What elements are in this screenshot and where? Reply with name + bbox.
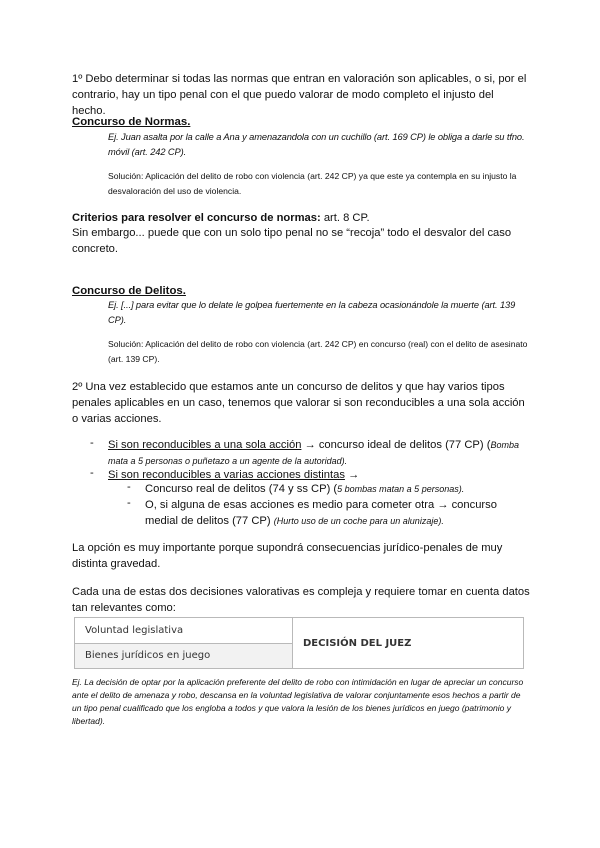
list-item-1-label: Si son reconducibles a una sola acción [108, 439, 302, 451]
sublist-item-1-example: 5 bombas matan a 5 personas). [337, 484, 465, 494]
footnote-example: Ej. La decisión de optar por la aplicación preferente del delito de robo con intimidación en lugar de apreciar un concurso ante el delito de amenaza y robo, descansa en la voluntad legislativa de valorar conjuntamente esos hechos a partir de un tipo penal cualificado que los engloba a todos y que valora la lesión de los bienes jurídicos en juego (patrimonio y libertad). [72, 677, 524, 726]
list-item-1-text: → concurso ideal de delitos (77 CP) ( [301, 439, 491, 451]
concurso-normas-heading: Concurso de Normas. [72, 116, 191, 128]
concurso-delitos-heading: Concurso de Delitos. [72, 285, 186, 297]
criterios-title: Criterios para resolver el concurso de normas: [72, 212, 321, 224]
list-item-1 [108, 437, 528, 469]
sublist-bullet: - [127, 481, 131, 493]
list-bullet: - [90, 437, 94, 449]
sublist-item-1 [145, 481, 528, 497]
concurso-delitos-example: Ej. [...] para evitar que lo delate le golpea fuertemente en la cabeza ocasionándole la muerte (art. 139 CP). [108, 300, 516, 325]
decision-table [74, 617, 524, 669]
list-bullet: - [90, 467, 94, 479]
concurso-delitos-solution: Solución: Aplicación del delito de robo con violencia (art. 242 CP) en concurso (real) con el delito de asesinato (art. 139 CP). [108, 339, 528, 364]
sublist-item-2 [145, 497, 520, 529]
decisions-paragraph: Cada una de estas dos decisiones valorativas es compleja y requiere tomar en cuenta datos tan relevantes como: [72, 586, 530, 614]
list-item-2-label: Si son reconducibles a varias acciones distintas [108, 469, 345, 481]
sublist-item-2-text: O, si alguna de esas acciones es medio para cometer otra → concurso medial de delitos (77 CP) [145, 499, 497, 527]
sublist-item-1-text: Concurso real de delitos (74 y ss CP) ( [145, 483, 338, 495]
intro-paragraph: 1º Debo determinar si todas las normas que entran en valoración son aplicables, o si, por el contrario, hay un tipo penal con el que puedo valorar de modo completo el injusto del hecho. [72, 73, 527, 117]
table-cell-decision-juez: DECISIÓN DEL JUEZ [293, 618, 524, 669]
criterios-paragraph [72, 210, 530, 226]
list-item-1-example: Bomba mata a 5 personas o puñetazo a un agente de la autoridad). [108, 440, 519, 466]
table-cell-voluntad: Voluntad legislativa [75, 618, 293, 644]
table-cell-bienes: Bienes jurídicos en juego [75, 643, 293, 669]
sublist-bullet: - [127, 497, 131, 509]
importance-paragraph: La opción es muy importante porque supondrá consecuencias jurídico-penales de muy distinta gravedad. [72, 542, 503, 570]
criterios-ref: art. 8 CP. [320, 212, 370, 224]
concurso-normas-example: Ej. Juan asalta por la calle a Ana y amenazandola con un cuchillo (art. 169 CP) le obliga a darle su tfno. móvil (art. 242 CP). [108, 132, 525, 157]
concurso-normas-solution: Solución: Aplicación del delito de robo con violencia (art. 242 CP) ya que este ya contempla en su injusto la desvaloración del uso de violencia. [108, 171, 517, 196]
sublist-item-2-example: (Hurto uso de un coche para un alunizaje). [273, 516, 444, 526]
list-item-2-text: → [344, 469, 360, 481]
second-paragraph: 2º Una vez establecido que estamos ante un concurso de delitos y que hay varios tipos penales aplicables en un caso, tenemos que valorar si son reconducibles a una sola acción o varias acciones. [72, 381, 525, 425]
criterios-text: Sin embargo... puede que con un solo tipo penal no se “recoja” todo el desvalor del caso concreto. [72, 227, 512, 255]
